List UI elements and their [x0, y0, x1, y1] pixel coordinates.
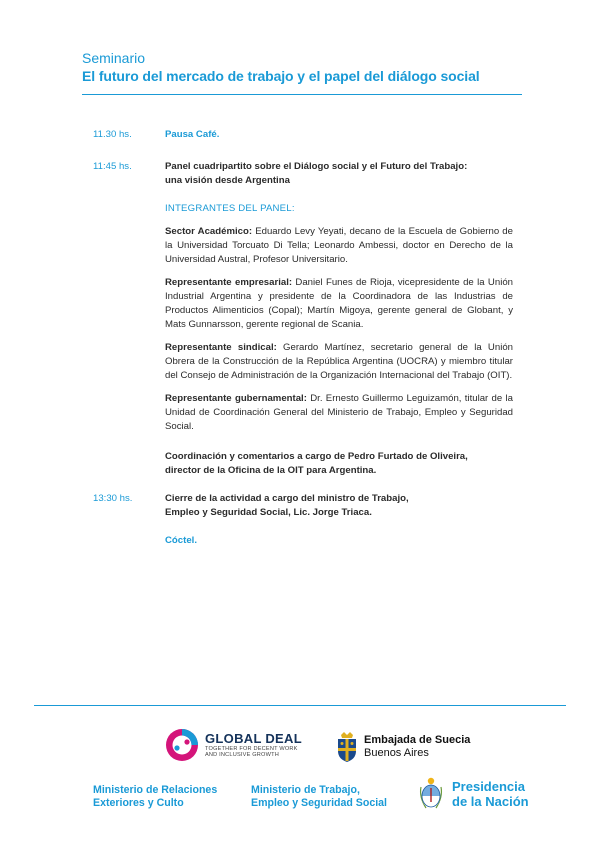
embassy-sweden-logo [336, 731, 470, 763]
panel-title-line: Panel cuadripartito sobre el Diálogo social y el Futuro del Trabajo: [165, 161, 468, 172]
time-label: 11.30 hs. [93, 129, 132, 140]
page-header [82, 50, 522, 85]
global-deal-logo [165, 728, 302, 762]
panel-member-academic [165, 225, 513, 267]
panel-member-business [165, 276, 513, 332]
header-divider [82, 94, 522, 95]
ministry-labor [251, 784, 387, 810]
page-title: El futuro del mercado de trabajo y el papel del diálogo social [82, 68, 480, 84]
presidency-line: de la Nación [452, 794, 529, 809]
member-text: Daniel Funes de Rioja, vicepresidente de la Unión Industrial Argentina y presidente de la Coordinadora de las Industrias de Productos Alimenticios (Copal); Martín Migoya, gerente general de Globant, y Mats Gunnarsson, gerente regional de Scania. [165, 277, 514, 330]
schedule-text: Pausa Café. [165, 129, 220, 140]
cocktail-text: Cóctel. [165, 535, 197, 546]
closing-line: Empleo y Seguridad Social, Lic. Jorge Triaca. [165, 507, 372, 518]
schedule-item-closing [93, 492, 513, 548]
global-deal-name: GLOBAL DEAL [205, 730, 302, 746]
embassy-city: Buenos Aires [364, 747, 429, 759]
time-label: 13:30 hs. [93, 493, 133, 504]
panel-member-union [165, 341, 513, 383]
panel-members-label: INTEGRANTES DEL PANEL: [165, 203, 295, 214]
argentina-coat-of-arms-icon [418, 775, 444, 813]
member-text: Eduardo Levy Yeyati, decano de la Escuela de Gobierno de la Universidad Torcuato Di Tella; Leonardo Ambessi, doctor en Derecho de la Universidad Austral, Profesor Universitario. [165, 226, 513, 265]
presidency-logo [418, 775, 529, 813]
member-role: Sector Académico: [165, 226, 253, 237]
ministry-foreign-affairs [93, 784, 217, 810]
embassy-name: Embajada de Suecia [364, 734, 471, 746]
ministry-line: Exteriores y Culto [93, 797, 184, 809]
closing-line: Cierre de la actividad a cargo del ministro de Trabajo, [165, 493, 409, 504]
member-text: Dr. Ernesto Guillermo Leguizamón, titular de la Unidad de Coordinación General del Ministerio de Trabajo, Empleo y Seguridad Social. [165, 393, 513, 432]
global-deal-tagline: AND INCLUSIVE GROWTH [205, 752, 279, 758]
coordination-line: Coordinación y comentarios a cargo de Pedro Furtado de Oliveira, [165, 451, 468, 462]
member-text: Gerardo Martínez, secretario general de la Unión Obrera de la Construcción de la República Argentina (UOCRA) y miembro titular del Consejo de Administración de la Organización Internacional del Trabajo (OIT). [165, 342, 514, 381]
panel-member-government [165, 392, 513, 434]
panel-title-line: una visión desde Argentina [165, 175, 290, 186]
global-deal-icon [165, 728, 199, 762]
schedule-item-panel [93, 160, 513, 492]
ministry-line: Empleo y Seguridad Social [251, 797, 387, 809]
ministry-line: Ministerio de Trabajo, [251, 784, 360, 796]
footer-divider [34, 705, 566, 706]
time-label: 11:45 hs. [93, 161, 132, 172]
coordination-line: director de la Oficina de la OIT para Argentina. [165, 465, 377, 476]
panel-title [165, 160, 513, 188]
member-role: Representante empresarial: [165, 277, 293, 288]
member-role: Representante sindical: [165, 342, 277, 353]
coordination-note [165, 450, 513, 478]
global-deal-tagline: TOGETHER FOR DECENT WORK [205, 745, 298, 752]
ministry-line: Ministerio de Relaciones [93, 784, 218, 796]
seminar-kicker: Seminario [82, 50, 146, 66]
program-schedule [93, 128, 513, 548]
sweden-crest-icon [336, 731, 358, 763]
schedule-item-coffee [93, 128, 513, 142]
presidency-line: Presidencia [452, 779, 525, 794]
member-role: Representante gubernamental: [165, 393, 307, 404]
closing-text [165, 492, 513, 520]
